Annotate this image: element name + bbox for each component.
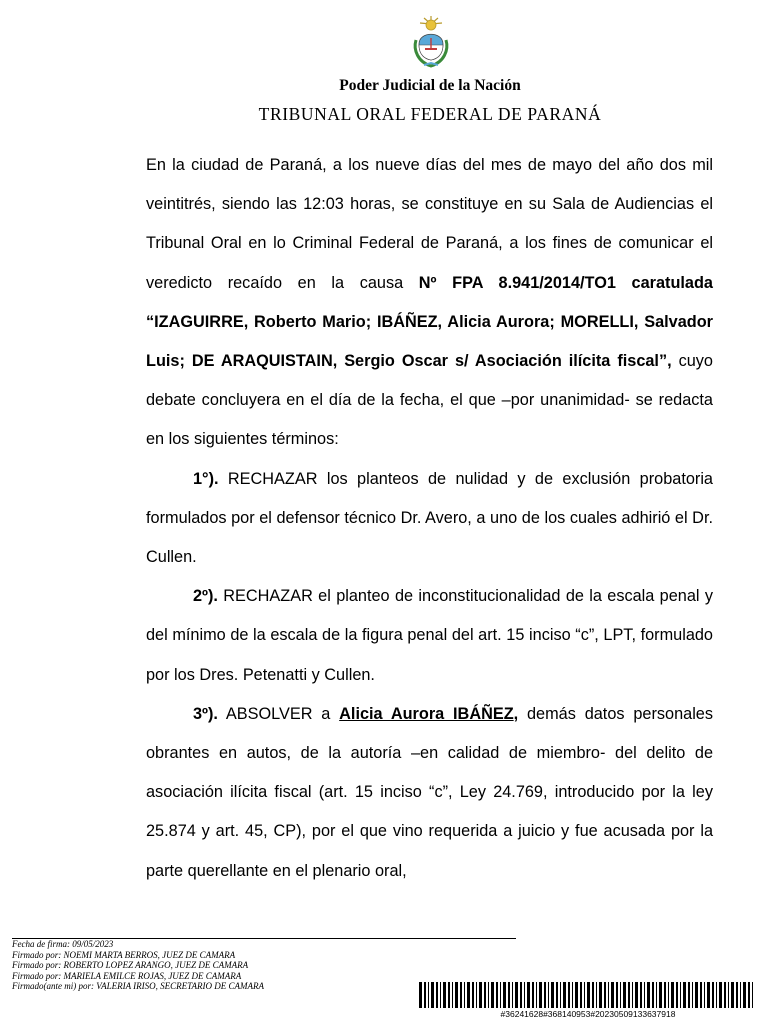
point-text: RECHAZAR los planteos de nulidad y de exclusión probatoria formulados por el defensor técnico Dr. Avero, a uno de los cuales adhirió el Dr. Cullen. xyxy=(146,469,713,567)
defendant-name: Alicia Aurora IBÁÑEZ xyxy=(339,704,514,723)
point-1 xyxy=(146,460,713,578)
signature-line: Firmado(ante mi) por: VALERIA IRISO, SECRETARIO DE CAMARA xyxy=(12,981,264,991)
verdict-text xyxy=(146,146,713,891)
signature-date: Fecha de firma: 09/05/2023 xyxy=(12,939,114,949)
barcode-icon xyxy=(419,982,757,1008)
point-text: ABSOLVER a xyxy=(217,704,340,723)
point-text: RECHAZAR el planteo de inconstitucionalidad de la escala penal y del mínimo de la escala de la figura penal del art. 15 inciso “c”, LPT, formulado por los Dres. Petenatti y Cullen. xyxy=(146,587,713,684)
court-name: TRIBUNAL ORAL FEDERAL DE PARANÁ xyxy=(258,104,602,124)
signature-block xyxy=(12,939,264,992)
defendant-comma: , xyxy=(513,704,519,723)
signature-line: Firmado por: MARIELA EMILCE ROJAS, JUEZ DE CAMARA xyxy=(12,970,242,981)
barcode-number: #36241628#368140953#20230509133637918 xyxy=(500,1009,676,1019)
point-number: 1°). xyxy=(193,469,219,488)
judiciary-title: Poder Judicial de la Nación xyxy=(339,77,521,94)
intro-text-2: cuyo debate concluyera en el día de la fecha, el que –por unanimidad- se redacta en los siguientes términos: xyxy=(146,352,713,449)
point-number: 2º). xyxy=(193,587,218,606)
coat-of-arms-icon xyxy=(410,14,452,70)
intro-paragraph xyxy=(146,146,713,460)
intro-text-1: En la ciudad de Paraná, a los nueve días del mes de mayo del año dos mil veintitrés, siendo las 12:03 horas, se constituye en su Sala de Audiencias el Tribunal Oral en lo Criminal Federal de Paraná, a los fines de comunicar el veredicto recaído en la causa xyxy=(146,156,713,292)
point-2 xyxy=(146,577,713,695)
point-text: demás datos personales obrantes en autos, de la autoría –en calidad de miembro- del delito de asociación ilícita fiscal (art. 15 inciso “c”, Ley 24.769, introducido por la ley 25.874 y art. 45, CP), por el que vino requerida a juicio y fue acusada por la parte querellante en el plenario oral, xyxy=(146,704,714,880)
point-3 xyxy=(146,695,713,891)
case-caption: Nº FPA 8.941/2014/TO1 caratulada “IZAGUIRRE, Roberto Mario; IBÁÑEZ, Alicia Aurora; MORELLI, Salvador Luis; DE ARAQUISTAIN, Sergio Oscar s/ Asociación ilícita fiscal”, xyxy=(146,273,713,371)
point-number: 3º). xyxy=(193,704,218,723)
signature-line: Firmado por: NOEMI MARTA BERROS, JUEZ DE CAMARA xyxy=(12,949,236,960)
signature-line: Firmado por: ROBERTO LOPEZ ARANGO, JUEZ DE CAMARA xyxy=(12,960,249,970)
